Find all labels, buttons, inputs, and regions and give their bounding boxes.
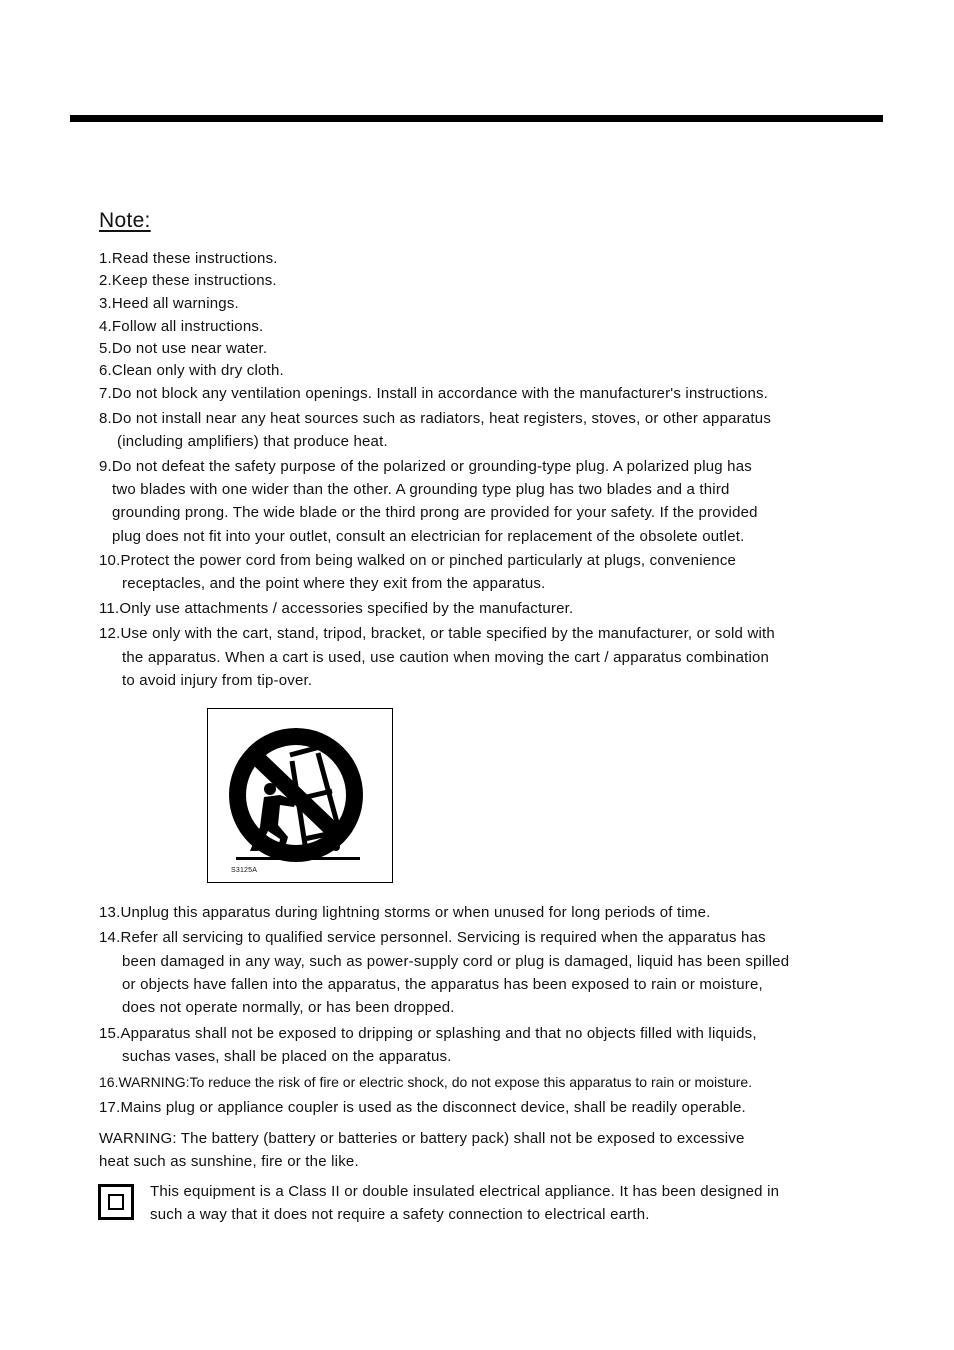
note-line-15-cont: suchas vases, shall be placed on the apparatus. xyxy=(122,1048,452,1065)
cart-tip-over-warning-icon xyxy=(208,709,394,884)
note-line-12-cont-2: to avoid injury from tip-over. xyxy=(122,672,313,689)
note-line-12-cont-1: the apparatus. When a cart is used, use caution when moving the cart / apparatus combination xyxy=(122,649,770,666)
note-line-16: 16.WARNING:To reduce the risk of fire or electric shock, do not expose this apparatus to rain or moisture. xyxy=(99,1074,753,1090)
note-line-14-cont-2: or objects have fallen into the apparatus, the apparatus has been exposed to rain or moisture, xyxy=(122,976,763,993)
note-line-10-cont: receptacles, and the point where they exit from the apparatus. xyxy=(122,575,546,592)
header-rule xyxy=(70,115,883,122)
note-line-9-cont-1: two blades with one wider than the other. A grounding type plug has two blades and a third xyxy=(112,481,730,498)
cart-warning-figure xyxy=(207,708,393,883)
note-line-12: 12.Use only with the cart, stand, tripod, bracket, or table specified by the manufacturer, or sold with xyxy=(99,625,775,642)
note-line-6: 6.Clean only with dry cloth. xyxy=(99,362,284,379)
note-line-5: 5.Do not use near water. xyxy=(99,340,268,357)
class-ii-text-line-1: This equipment is a Class II or double insulated electrical appliance. It has been designed in xyxy=(150,1183,780,1200)
class-ii-inner-square xyxy=(108,1194,124,1210)
note-line-15: 15.Apparatus shall not be exposed to dripping or splashing and that no objects filled with liquids, xyxy=(99,1025,757,1042)
note-line-9: 9.Do not defeat the safety purpose of the polarized or grounding-type plug. A polarized plug has xyxy=(99,458,752,475)
note-line-8-cont: (including amplifiers) that produce heat. xyxy=(117,433,388,450)
note-line-10: 10.Protect the power cord from being walked on or pinched particularly at plugs, convenience xyxy=(99,552,737,569)
note-line-14: 14.Refer all servicing to qualified service personnel. Servicing is required when the apparatus has xyxy=(99,929,766,946)
note-line-14-cont-3: does not operate normally, or has been dropped. xyxy=(122,999,455,1016)
note-line-9-cont-2: grounding prong. The wide blade or the third prong are provided for your safety. If the provided xyxy=(112,504,758,521)
note-line-8: 8.Do not install near any heat sources such as radiators, heat registers, stoves, or other apparatus xyxy=(99,410,772,427)
note-line-14-cont-1: been damaged in any way, such as power-supply cord or plug is damaged, liquid has been spilled xyxy=(122,953,790,970)
note-line-2: 2.Keep these instructions. xyxy=(99,272,277,289)
note-line-13: 13.Unplug this apparatus during lightning storms or when unused for long periods of time. xyxy=(99,904,711,921)
class-ii-text-line-2: such a way that it does not require a safety connection to electrical earth. xyxy=(150,1206,650,1223)
note-line-4: 4.Follow all instructions. xyxy=(99,318,264,335)
battery-warning-line-1: WARNING: The battery (battery or batteries or battery pack) shall not be exposed to excessive xyxy=(99,1130,745,1147)
note-line-7: 7.Do not block any ventilation openings. Install in accordance with the manufacturer's instructions. xyxy=(99,385,769,402)
note-line-1: 1.Read these instructions. xyxy=(99,250,278,267)
class-ii-double-insulation-icon xyxy=(98,1184,134,1220)
note-line-9-cont-3: plug does not fit into your outlet, consult an electrician for replacement of the obsolete outlet. xyxy=(112,528,745,545)
note-heading: Note: xyxy=(99,209,151,232)
figure-code-label: S3125A xyxy=(231,867,258,874)
note-line-11: 11.Only use attachments / accessories specified by the manufacturer. xyxy=(99,600,574,617)
note-line-17: 17.Mains plug or appliance coupler is used as the disconnect device, shall be readily operable. xyxy=(99,1099,746,1116)
note-line-3: 3.Heed all warnings. xyxy=(99,295,239,312)
battery-warning-line-2: heat such as sunshine, fire or the like. xyxy=(99,1153,359,1170)
